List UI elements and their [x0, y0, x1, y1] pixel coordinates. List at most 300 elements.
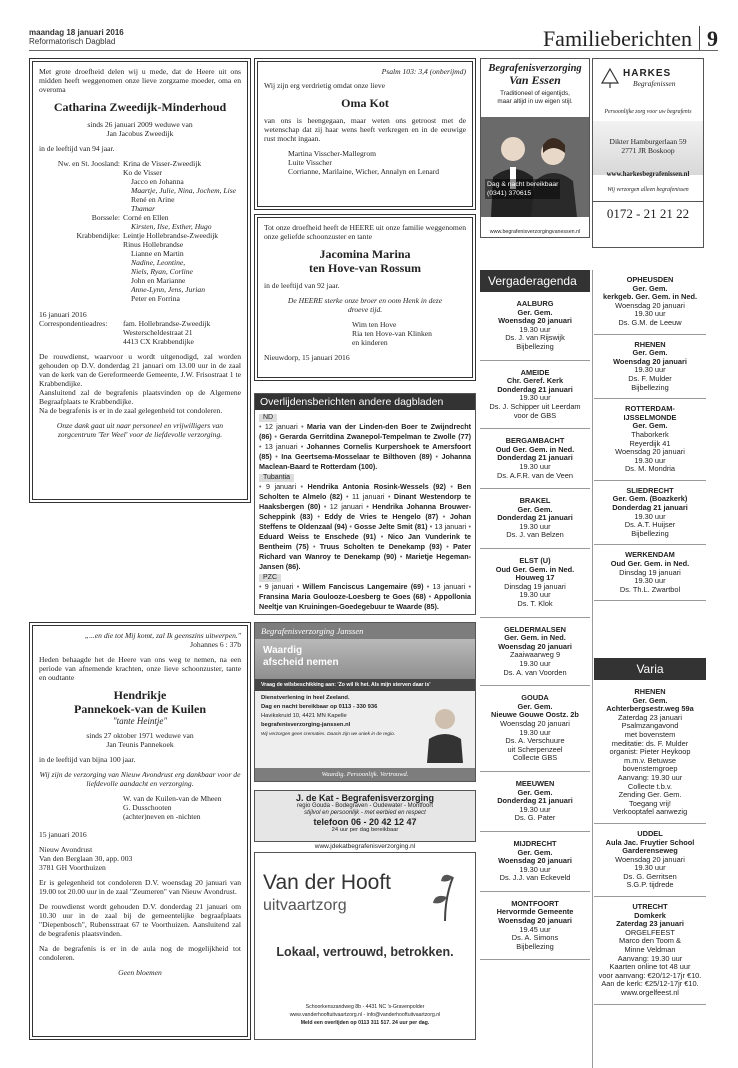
agenda-detail: Ds. A.T. Huijser	[624, 520, 676, 530]
person-icon	[425, 705, 465, 763]
ad-title: Begrafenisverzorging	[488, 63, 582, 74]
agenda-detail: voor de GBS	[513, 410, 557, 420]
agenda-detail: bovenstemgroep	[622, 764, 678, 774]
availability: Dag & nacht bereikbaar	[487, 181, 559, 188]
death-notice-pannekoek	[29, 622, 251, 1040]
agenda-detail: Psalmzangavond	[621, 721, 679, 731]
family-place	[39, 249, 123, 258]
agenda-detail: Ds. G. Pater	[514, 813, 556, 823]
obituary-date: 13 januari	[434, 522, 467, 531]
separator-dot: •	[271, 432, 280, 441]
family-member: Nadine, Leontine,	[131, 258, 186, 267]
agenda-detail: S.G.P. tijdrede	[626, 880, 674, 890]
agenda-item	[480, 549, 590, 618]
agenda-detail: Aan de kerk: €25/12-17jr €10.	[601, 979, 699, 989]
separator-dot: •	[259, 482, 266, 491]
family-member: Peter en Forrina	[131, 294, 180, 303]
family-row	[39, 186, 241, 195]
agenda-detail: Bijbellezing	[516, 941, 554, 951]
agenda-detail: 19.30 uur	[634, 455, 666, 465]
newspaper-label: Tubantia	[259, 474, 294, 482]
agenda-place: RHENEN	[634, 339, 666, 349]
separator-dot: •	[297, 442, 307, 451]
obituary-entry: Maria van der Linden-den Boer te Zwijndrecht (86)	[259, 422, 472, 441]
address-line: Dikter Hamburgerlaan 59	[609, 137, 687, 146]
separator-dot: •	[466, 522, 471, 531]
family-place	[39, 195, 123, 204]
funeral-details: De rouwdienst, waarvoor u wordt uitgenodigd, zal worden gehouden op D.V. donderdag 21 januari om 13.00 uur in de zaal van de kerk van de Gereformeerde Gemeente, J.W. Frisostraat 1 te Krabbendijke.	[39, 352, 241, 388]
separator-dot: •	[425, 592, 434, 601]
agenda-heading: Nieuwe Gouwe Oostz. 2b	[491, 710, 579, 720]
agenda-detail: www.orgelfeest.nl	[621, 988, 679, 997]
thanks-note: Onze dank gaat uit naar personeel en vrijwilligers van zorgcentrum 'Ter Weel' voor de liefdevolle verzorging.	[56, 421, 224, 439]
agenda-heading: Ger. Gem.	[632, 421, 668, 431]
varia-title: Varia	[594, 658, 706, 680]
family-member: Niels, Ryan, Corline	[131, 267, 193, 276]
family-row	[39, 285, 241, 294]
agenda-item	[480, 429, 590, 489]
agenda-heading: Ger. Gem. (Boazkerk)	[612, 494, 688, 504]
agenda-detail: 19.30 uur	[634, 863, 666, 873]
death-notice-kot	[254, 58, 476, 210]
family-place	[39, 276, 123, 285]
agenda-item	[594, 545, 706, 601]
agenda-heading: Ger. Gem.	[517, 504, 553, 514]
ad-title: J. de Kat - Begrafenisverzorging	[295, 793, 435, 803]
obituary-entry: Hendrika Johanna Brouwer-Scheppink (83)	[259, 502, 472, 521]
correspondence-address	[39, 319, 241, 346]
page-number: 9	[699, 26, 718, 51]
agenda-item	[594, 682, 706, 824]
agenda-detail: Ds. J. van Rijswijk	[505, 333, 565, 343]
separator-dot: •	[423, 582, 433, 591]
notice-inner	[257, 61, 473, 207]
separator-dot: •	[320, 502, 330, 511]
notice-intro: Tot onze droefheid heeft de HEERE uit onze familie weggenomen onze geliefde schoonzuster en tante	[264, 223, 466, 241]
separator-dot: •	[438, 512, 450, 521]
agenda-heading: IJSSELMONDE	[623, 412, 677, 422]
family-member: Rinus Hollebrandse	[123, 240, 184, 249]
agenda-place: GOUDA	[521, 693, 549, 703]
agenda-detail: 19.30 uur	[634, 365, 666, 375]
meeting-agenda-title: Vergaderagenda	[480, 270, 590, 292]
obituary-entry: Appollonia Neeltje van Kruiningen-Goedegebuur te Waarde (85).	[259, 592, 471, 611]
ad-url: www.jdekatbegrafenisverzorging.nl	[314, 843, 416, 850]
harkes-logo	[599, 67, 621, 94]
family-row	[39, 249, 241, 258]
agenda-detail: ORGELFEEST	[625, 927, 675, 937]
separator-dot: •	[312, 512, 325, 521]
family-place: Borssele:	[91, 213, 120, 222]
agenda-detail: Ds. J. van Belzen	[506, 530, 564, 540]
agenda-place: MIJDRECHT	[513, 838, 557, 848]
obituary-entry: Willem Fanciscus Langemaire (69)	[302, 582, 424, 591]
separator-dot: •	[396, 552, 406, 561]
signatories	[39, 794, 241, 821]
burial-details: Aansluitend zal de begrafenis plaatsvinden op de Algemene Begraafplaats te Krabbendijke.	[39, 388, 241, 406]
agenda-heading: Donderdag 21 januari	[497, 384, 573, 394]
agenda-place: UDDEL	[637, 828, 663, 838]
separator-dot: •	[427, 522, 435, 531]
family-place	[39, 177, 123, 186]
agenda-detail: organist: Pieter Heykoop	[609, 747, 691, 757]
address-line: Van den Berglaan 30, app. 003	[39, 854, 133, 863]
ad-contact	[485, 179, 560, 199]
other-papers-obituaries	[254, 393, 476, 615]
separator-dot: •	[259, 582, 265, 591]
obituary-entry: Dinant Westendorp te Haaksbergen (80)	[259, 492, 471, 511]
deceased-name: Catharina Zweedijk-Minderhoud	[53, 100, 227, 114]
family-row	[39, 168, 241, 177]
agenda-item	[594, 399, 706, 481]
agenda-detail: Zaterdag 23 januari	[617, 712, 683, 722]
family-row	[39, 222, 241, 231]
phone-number: (0341) 370615	[487, 190, 532, 197]
availability: 24 uur per dag bereikbaar	[331, 827, 399, 833]
ad-details	[255, 691, 405, 742]
family-row	[39, 276, 241, 285]
separator-dot: •	[442, 542, 454, 551]
phone-line: Meld een overlijden op 0113 311 517. 24 uur per dag.	[300, 1020, 430, 1026]
obituary-entry: Ben Scholten te Almelo (82)	[259, 482, 472, 501]
agenda-heading: Woensdag 20 januari	[498, 916, 572, 926]
obituary-date: 9 januari	[266, 482, 297, 491]
address-line: Schoorkenszandweg 8b - 4431 NC 's-Gravenpolder	[305, 1004, 425, 1010]
agenda-detail: 19.30 uur	[634, 576, 666, 586]
family-member: Leintje Hollebrandse-Zweedijk	[123, 231, 219, 240]
agenda-item	[594, 270, 706, 335]
notice-intro: Wij zijn erg verdrietig omdat onze lieve	[264, 81, 386, 90]
agenda-detail: meditatie: ds. F. Mulder	[611, 738, 689, 748]
agenda-detail: Zending Ger. Gem.	[618, 790, 682, 800]
agenda-heading: Ger. Gem. in Ned.	[504, 633, 566, 643]
agenda-heading: Ger. Gem.	[517, 307, 553, 317]
agenda-detail: met bovenstem	[624, 729, 676, 739]
agenda-heading: Ger. Gem.	[517, 787, 553, 797]
agenda-detail: Minne Veldman	[624, 945, 676, 955]
slogan: afscheid nemen	[263, 657, 339, 668]
agenda-detail: Dinsdag 19 januari	[619, 567, 681, 577]
agenda-detail: Bijbellezing	[516, 341, 554, 351]
obituary-entry: Hendrika Antonia Rosink-Wessels (92)	[307, 482, 446, 491]
family-member: Jacco en Johanna	[131, 177, 184, 186]
address-line: 3781 GH Voorthuizen	[39, 863, 106, 872]
company-name: HARKES	[623, 68, 672, 79]
agenda-heading: Zaterdag 23 januari	[616, 919, 684, 929]
agenda-detail: Woensdag 20 januari	[615, 300, 685, 310]
separator-dot: •	[362, 502, 373, 511]
company-name: Van der Hooft	[263, 871, 392, 894]
detail-line: Dienstverlening in heel Zeeland.	[261, 695, 350, 701]
agenda-item	[480, 832, 590, 892]
signatory: (achter)neven en -nichten	[123, 812, 201, 821]
newspaper-label: ND	[259, 414, 277, 422]
ad-slogan: Lokaal, vertrouwd, betrokken.	[276, 945, 454, 959]
signatory: Luite Visscher	[288, 158, 332, 167]
death-notice-zweedijk	[29, 58, 251, 503]
family-row	[39, 195, 241, 204]
agenda-detail: Marco den Toom &	[619, 936, 681, 946]
obituary-date: 9 januari	[264, 582, 294, 591]
ad-tagline: Persoonlijke zorg voor uw begrafenis	[604, 109, 692, 115]
agenda-place: ROTTERDAM-	[625, 404, 675, 414]
agenda-place: RHENEN	[634, 687, 666, 696]
ad-tagline: stijlvol en persoonlijk - met eerbied en respect	[304, 810, 426, 816]
agenda-item	[480, 361, 590, 430]
agenda-detail: voor aanvang: €20/12-17jr €10.	[598, 970, 702, 980]
agenda-detail: 19.30 uur	[519, 590, 551, 600]
ad-banner	[255, 639, 475, 679]
family-member: Lianne en Martin	[131, 249, 184, 258]
family-place	[39, 204, 123, 213]
agenda-item	[480, 686, 590, 772]
agenda-place: GELDERMALSEN	[503, 624, 566, 634]
agenda-heading: Donderdag 21 januari	[612, 503, 688, 513]
agenda-detail: Ds. A. van Voorden	[503, 667, 567, 677]
agenda-heading: kerkgeb. Ger. Gem. in Ned.	[602, 292, 698, 302]
meeting-agenda-col2	[594, 270, 706, 660]
detail-line: Dag en nacht bereikbaar op 0113 - 330 936	[261, 704, 378, 710]
agenda-detail: Aanvang: 19.30 uur	[617, 953, 683, 963]
signatory: Corrianne, Marilaine, Wicher, Annalyn en Lenard	[288, 167, 440, 176]
column-divider	[592, 270, 593, 1068]
notice-intro: Met grote droefheid delen wij u mede, dat de Heere uit ons midden heeft weggenomen onze lieve zorgzame moeder, oma en overoma	[39, 67, 241, 94]
deceased-name: Oma Kot	[341, 96, 389, 110]
agenda-place: BERGAMBACHT	[505, 436, 565, 446]
agenda-place: AALBURG	[516, 299, 554, 308]
death-notice-ten-hove	[254, 214, 476, 381]
agenda-detail: Woensdag 20 januari	[615, 447, 685, 457]
agenda-detail: 19.30 uur	[519, 393, 551, 403]
funeral-details: De rouwdienst wordt gehouden D.V. donderdag 21 januari om 10.30 uur in de zaal bij de gemeentelijke begraafplaats "Diepenbosch", Rubensstraat 67 te Voorthuizen. Aansluitend zal de begrafenis plaatsvinden.	[39, 902, 241, 938]
agenda-detail: Ds. A. Verschuure	[505, 736, 565, 746]
family-row	[39, 213, 241, 222]
agenda-heading: Woensdag 20 januari	[498, 316, 572, 326]
notice-text: van ons is heengegaan, maar weten ons getroost met de wetenschap dat zij haar wens heeft verkregen en in de eeuwige rust mocht ingaan.	[264, 116, 466, 143]
agenda-detail: 19.30 uur	[519, 804, 551, 814]
newspaper-name: Reformatorisch Dagblad	[29, 37, 116, 46]
agenda-heading: Garderenseweg	[622, 846, 678, 856]
detail-line: begrafenisverzorging-janssen.nl	[261, 722, 351, 728]
agenda-detail: 19.30 uur	[634, 309, 666, 319]
bible-reference: Johannes 6 : 37b	[190, 640, 241, 649]
bible-quote: „...en die tot Mij komt, zal Ik geenszins uitwerpen."	[84, 631, 241, 640]
obituary-entry: Johanna Maclean-Baard te Rotterdam (100).	[259, 452, 472, 471]
agenda-detail: Ds. G.M. de Leeuw	[618, 317, 682, 327]
notice-intro: Heden behaagde het de Heere van ons weg te nemen, na een periode van afnemende krachten, onze lieve schoonzuster, tante en oudtante	[39, 655, 241, 682]
family-member: Corné en Ellen	[123, 213, 169, 222]
varia-list	[594, 682, 706, 1005]
agenda-detail: Toegang vrij!	[629, 798, 671, 808]
agenda-detail: Reyerdijk 41	[629, 438, 671, 448]
ad-title-name: Van Essen	[509, 73, 561, 87]
agenda-place: MONTFOORT	[511, 898, 559, 908]
agenda-detail: Ds. Th.L. Zwartbol	[619, 584, 681, 594]
agenda-detail: Aanvang: 19.30 uur	[617, 772, 683, 782]
family-place	[39, 168, 123, 177]
agenda-place: AMEIDE	[520, 367, 550, 377]
agenda-detail: Thaborkerk	[631, 429, 669, 439]
page-header-right	[543, 26, 718, 52]
agenda-detail: Ds. A.F.R. van de Veen	[496, 470, 573, 480]
agenda-detail: Ds. A. Simons	[511, 933, 559, 943]
family-list	[39, 159, 241, 303]
signatories	[264, 149, 466, 176]
agenda-item	[480, 292, 590, 361]
family-member: Ko de Visser	[123, 168, 163, 177]
agenda-heading: Chr. Geref. Kerk	[506, 376, 564, 386]
separator-dot: •	[347, 522, 355, 531]
signatory: Martina Visscher-Mallegrom	[288, 149, 377, 158]
obituary-entry: Gerarda Gerritdina Zwanepol-Tempelman te Zwolle (77)	[279, 432, 471, 441]
flower-icon	[423, 867, 467, 921]
agenda-heading: Donderdag 21 januari	[497, 513, 573, 523]
agenda-item	[480, 489, 590, 549]
agenda-heading: Houweg 17	[515, 573, 555, 583]
obituary-entry: Pater Richard van Wanroy te Denekamp (90)	[259, 542, 471, 561]
agenda-item	[480, 618, 590, 687]
agenda-item	[480, 772, 590, 832]
agenda-detail: Zaaiwaarweg 9	[509, 650, 561, 660]
family-row	[39, 231, 241, 240]
obituary-entry: Marietje Hegeman-Jansen (86).	[259, 552, 471, 571]
agenda-detail: Collecte GBS	[512, 753, 558, 763]
notice-date: 15 januari 2016	[39, 830, 87, 839]
agenda-heading: Donderdag 21 januari	[497, 796, 573, 806]
agenda-detail: Kaarten online tot 48 uur	[609, 962, 691, 972]
nickname: "tante Heintje"	[112, 716, 168, 726]
agenda-item	[594, 897, 706, 1005]
separator-dot: •	[384, 492, 394, 501]
deceased-name-last: ten Hove-van Rossum	[308, 261, 421, 275]
ad-region: regio Gouda - Bodegraven - Oudewater - Montfoort	[296, 803, 434, 809]
address-line: fam. Hollebrandse-Zweedijk	[123, 319, 211, 328]
thanks-note: Wij zijn de verzorging van Nieuw Avondrust erg dankbaar voor de liefdevolle aandacht en verzorging.	[39, 770, 241, 788]
notice-place-date: Nieuwdorp, 15 januari 2016	[264, 353, 350, 362]
address-line: 2771 JR Boskoop	[621, 146, 675, 155]
agenda-place: SLIEDRECHT	[626, 485, 674, 495]
notice-inner	[32, 61, 248, 500]
family-row	[39, 159, 241, 168]
separator-dot: •	[271, 452, 282, 461]
detail-line: Wij verzorgen geen crematies. Daarin zijn we uniek in de regio.	[261, 732, 396, 737]
family-row	[39, 177, 241, 186]
agenda-place: UTRECHT	[632, 902, 668, 912]
company-sub: Begrafenissen	[633, 79, 676, 88]
ad-van-der-hooft	[254, 852, 476, 1040]
meeting-agenda-col1	[480, 292, 590, 1068]
family-place	[39, 222, 123, 231]
agenda-detail: Ds. G. Gerritsen	[623, 871, 677, 881]
family-row	[39, 258, 241, 267]
widow-line: sinds 26 januari 2009 weduwe van	[87, 120, 193, 129]
age-line: in de leeftijd van 92 jaar.	[264, 281, 340, 290]
ad-address	[593, 137, 703, 155]
agenda-detail: 19.30 uur	[519, 727, 551, 737]
company-sub: uitvaartzorg	[263, 897, 347, 914]
agenda-detail: 19.30 uur	[519, 461, 551, 471]
signatory: Wim ten Hove	[352, 320, 397, 329]
agenda-heading: Hervormde Gemeente	[496, 907, 574, 917]
ad-logo	[423, 867, 467, 926]
ad-tagline: Wij verzorgen alleen begrafenissen	[607, 187, 689, 193]
tree-icon	[599, 67, 621, 89]
separator-dot: •	[259, 422, 265, 431]
separator-dot: •	[297, 422, 307, 431]
age-line: in de leeftijd van bijna 100 jaar.	[39, 755, 136, 764]
spouse-name: Jan Jacobus Zweedijk	[106, 129, 174, 138]
agenda-place: WERKENDAM	[625, 550, 675, 560]
family-member: René en Arine	[131, 195, 175, 204]
obituary-date: 13 januari	[264, 442, 298, 451]
family-member: Krina de Visser-Zweedijk	[123, 159, 202, 168]
address-line: Westerscheldestraat 21	[123, 328, 193, 337]
deceased-name-first: Jacomina Marina	[319, 247, 411, 261]
obituary-date: 12 januari	[264, 422, 298, 431]
age-line: in de leeftijd van 94 jaar.	[39, 144, 115, 153]
no-flowers-note: Geen bloemen	[118, 968, 162, 977]
header-rule	[29, 50, 718, 51]
separator-dot: •	[308, 542, 320, 551]
obituary-date: 11 januari	[352, 492, 385, 501]
agenda-detail: Bijbellezing	[631, 382, 669, 392]
agenda-heading: Oud Ger. Gem. in Ned.	[495, 564, 575, 574]
family-place: Nw. en St. Joosland:	[57, 159, 120, 168]
signatories	[264, 320, 466, 347]
condolence-details: Er is gelegenheid tot condoleren D.V. woensdag 20 januari van 19.00 tot 20.00 uur in de zaal "Zeumeren" van Nieuw Avondrust.	[39, 878, 241, 896]
agenda-heading: Ger. Gem.	[632, 695, 668, 705]
deceased-name-last: Pannekoek-van de Kuilen	[73, 702, 207, 716]
obituary-paragraph	[259, 422, 471, 472]
separator-dot: •	[465, 582, 471, 591]
obituaries-body	[255, 410, 475, 614]
obituary-date: 12 januari	[329, 502, 363, 511]
agenda-heading: Domkerk	[634, 910, 666, 920]
obituary-entry: Eddy de Vries te Hengelo (87)	[324, 512, 439, 521]
family-place: Krabbendijke:	[76, 231, 120, 240]
after-funeral-details: Na de begrafenis is er in de aula nog de mogelijkheid tot condoleren.	[39, 944, 241, 962]
agenda-heading: Oud Ger. Gem. in Ned.	[495, 444, 575, 454]
family-place	[39, 258, 123, 267]
agenda-heading: Aula Jac. Fruytier School	[605, 837, 695, 847]
agenda-heading: Woensdag 20 januari	[498, 641, 572, 651]
phone-number: 0172 - 21 21 22	[593, 201, 703, 222]
family-place	[39, 285, 123, 294]
agenda-item	[480, 892, 590, 961]
agenda-place: ELST (U)	[519, 556, 551, 566]
obituary-entry: Johan Steffens te Oldenzaal (94)	[259, 512, 472, 531]
ad-van-essen	[480, 58, 590, 238]
agenda-place: OPHEUSDEN	[626, 275, 674, 284]
agenda-detail: Ds. F. Mulder	[628, 373, 672, 383]
family-member: Anne-Lynn, Jens, Jurian	[131, 285, 206, 294]
family-place	[39, 267, 123, 276]
agenda-detail: m.m.v. Betuwse	[623, 755, 677, 765]
ad-footer: Waardig. Persoonlijk. Vertrouwd.	[255, 768, 475, 781]
family-member: Thamar	[131, 204, 156, 213]
agenda-detail: Ds. T. Klok	[517, 599, 553, 609]
family-place	[39, 186, 123, 195]
agenda-heading: Ger. Gem.	[517, 847, 553, 857]
people-photo-icon	[481, 117, 590, 217]
agenda-heading: Ger. Gem.	[632, 348, 668, 358]
family-row	[39, 240, 241, 249]
family-member: Maartje, Julie, Nina, Jochem, Lise	[131, 186, 237, 195]
agenda-heading: Ger. Gem.	[517, 701, 553, 711]
obituary-entry: Nico Jan Vunderink te Bentheim (75)	[259, 532, 471, 551]
obituary-entry: Truus Scholten te Denekamp (93)	[319, 542, 443, 551]
agenda-detail: Ds. M. Mondria	[624, 464, 676, 474]
